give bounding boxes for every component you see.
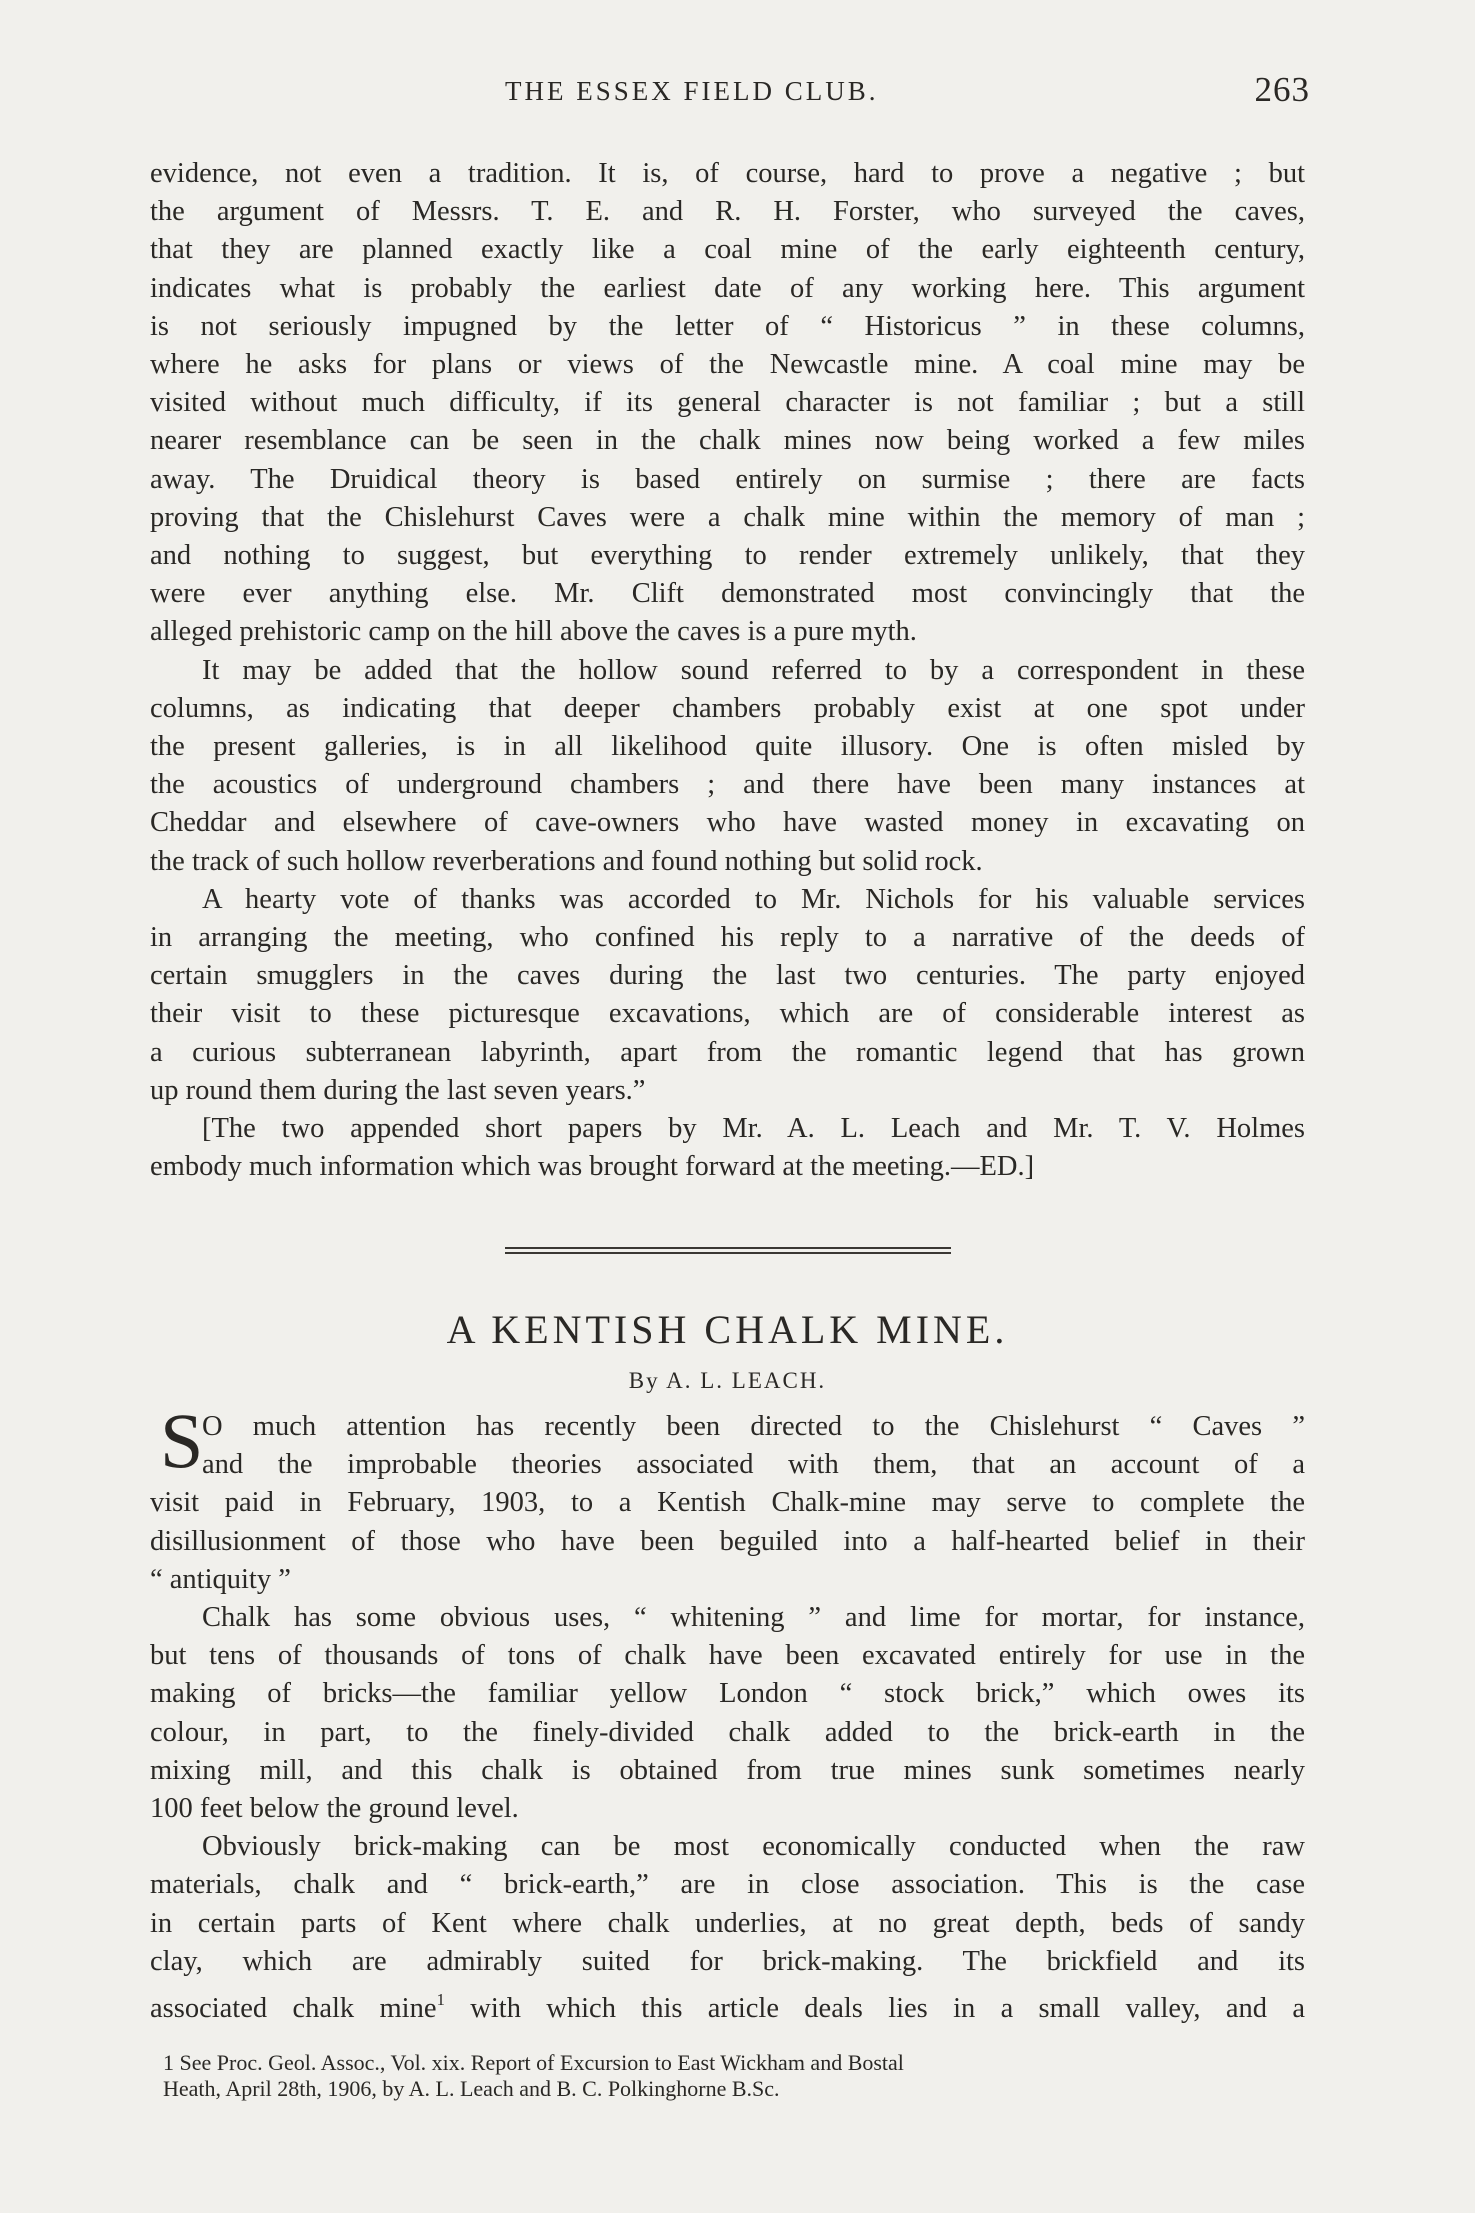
text-line: mixing mill, and this chalk is obtained from true mines sunk sometimes nearly bbox=[150, 1754, 1305, 1786]
section-divider bbox=[505, 1247, 951, 1255]
text-line: O much attention has recently been directed to the Chislehurst “ Caves ” bbox=[202, 1411, 1305, 1442]
text-line: the acoustics of underground chambers ; and there have been many instances at bbox=[150, 769, 1305, 801]
footnote-line: Heath, April 28th, 1906, by A. L. Leach and B. C. Polkinghorne B.Sc. bbox=[163, 2076, 780, 2101]
text-line: and nothing to suggest, but everything to render extremely unlikely, that they bbox=[150, 540, 1305, 572]
text-line: A hearty vote of thanks was accorded to Mr. Nichols for his valuable services bbox=[202, 883, 1305, 915]
text-line: away. The Druidical theory is based entirely on surmise ; there are facts bbox=[150, 463, 1305, 495]
paragraph bbox=[150, 1599, 1305, 1828]
text-line: Chalk has some obvious uses, “ whitening ” and lime for mortar, for instance, bbox=[202, 1602, 1305, 1634]
text-line: a curious subterranean labyrinth, apart from the romantic legend that has grown bbox=[150, 1036, 1305, 1068]
article-text bbox=[150, 1408, 1305, 2028]
text-line: visit paid in February, 1903, to a Kentish Chalk-mine may serve to complete the bbox=[150, 1487, 1305, 1519]
text-line: clay, which are admirably suited for brick-making. The brickfield and its bbox=[150, 1945, 1305, 1977]
text-line: “ antiquity ” bbox=[150, 1563, 291, 1595]
paragraph bbox=[150, 1408, 1305, 1599]
text-line: making of bricks—the familiar yellow London “ stock brick,” which owes its bbox=[150, 1678, 1305, 1710]
text-line: Cheddar and elsewhere of cave-owners who have wasted money in excavating on bbox=[150, 807, 1305, 839]
text-line: that they are planned exactly like a coal mine of the early eighteenth century, bbox=[150, 234, 1305, 266]
text-fragment: associated chalk mine bbox=[150, 1993, 437, 2025]
text-line: is not seriously impugned by the letter of “ Historicus ” in these columns, bbox=[150, 310, 1305, 342]
text-fragment: with which this article deals lies in a small valley, and a bbox=[444, 1993, 1305, 2025]
paragraph bbox=[150, 1828, 1305, 1981]
footnote-line: 1 See Proc. Geol. Assoc., Vol. xix. Report of Excursion to East Wickham and Bostal bbox=[163, 2050, 904, 2075]
text-line: were ever anything else. Mr. Clift demonstrated most convincingly that the bbox=[150, 578, 1305, 610]
footnote bbox=[163, 2050, 1303, 2102]
text-line: visited without much difficulty, if its general character is not familiar ; but a still bbox=[150, 387, 1305, 419]
text-line: where he asks for plans or views of the Newcastle mine. A coal mine may be bbox=[150, 349, 1305, 381]
text-line: their visit to these picturesque excavations, which are of considerable interest as bbox=[150, 998, 1305, 1030]
text-line: but tens of thousands of tons of chalk have been excavated entirely for use in the bbox=[150, 1640, 1305, 1672]
text-line: columns, as indicating that deeper chambers probably exist at one spot under bbox=[150, 692, 1305, 724]
page-number: 263 bbox=[1254, 70, 1310, 109]
running-title: THE ESSEX FIELD CLUB. bbox=[505, 76, 879, 106]
text-line: disillusionment of those who have been beguiled into a half-hearted belief in their bbox=[150, 1525, 1305, 1557]
drop-cap: S bbox=[160, 1397, 204, 1484]
text-line: proving that the Chislehurst Caves were a chalk mine within the memory of man ; bbox=[150, 501, 1305, 533]
article-title: A KENTISH CHALK MINE. bbox=[446, 1307, 1009, 1352]
text-line: up round them during the last seven years.” bbox=[150, 1074, 646, 1106]
text-line: the argument of Messrs. T. E. and R. H. Forster, who surveyed the caves, bbox=[150, 196, 1305, 228]
text-line: nearer resemblance can be seen in the chalk mines now being worked a few miles bbox=[150, 425, 1305, 457]
text-line: materials, chalk and “ brick-earth,” are in close association. This is the case bbox=[150, 1869, 1305, 1901]
footnote-marker: 1 bbox=[436, 1990, 445, 2010]
text-line: and the improbable theories associated with them, that an account of a bbox=[202, 1449, 1305, 1481]
text-line: [The two appended short papers by Mr. A. L. Leach and Mr. T. V. Holmes bbox=[202, 1113, 1305, 1145]
running-head bbox=[150, 70, 1310, 114]
text-line: Obviously brick-making can be most economically conducted when the raw bbox=[202, 1831, 1305, 1863]
text-line: in arranging the meeting, who confined his reply to a narrative of the deeds of bbox=[150, 922, 1305, 954]
text-line: embody much information which was brought forward at the meeting.—ED.] bbox=[150, 1151, 1035, 1183]
text-line: evidence, not even a tradition. It is, of course, hard to prove a negative ; but bbox=[150, 158, 1305, 189]
paragraph bbox=[150, 652, 1305, 881]
paragraph-last-line bbox=[150, 1981, 1305, 2028]
editor-note bbox=[150, 1110, 1305, 1186]
section1-text bbox=[150, 155, 1305, 1186]
paragraph bbox=[150, 155, 1305, 652]
text-line: the present galleries, is in all likelihood quite illusory. One is often misled by bbox=[150, 731, 1305, 763]
text-line: certain smugglers in the caves during the last two centuries. The party enjoyed bbox=[150, 960, 1305, 992]
text-line: in certain parts of Kent where chalk underlies, at no great depth, beds of sandy bbox=[150, 1907, 1305, 1939]
text-line: 100 feet below the ground level. bbox=[150, 1793, 519, 1825]
text-line: the track of such hollow reverberations and found nothing but solid rock. bbox=[150, 845, 983, 877]
article-byline: By A. L. LEACH. bbox=[628, 1368, 827, 1393]
text-line: alleged prehistoric camp on the hill above the caves is a pure myth. bbox=[150, 616, 917, 648]
text-line: It may be added that the hollow sound referred to by a correspondent in these bbox=[202, 654, 1305, 686]
text-line: colour, in part, to the finely-divided chalk added to the brick-earth in the bbox=[150, 1716, 1305, 1748]
text-line: indicates what is probably the earliest date of any working here. This argument bbox=[150, 272, 1305, 304]
paragraph bbox=[150, 881, 1305, 1110]
